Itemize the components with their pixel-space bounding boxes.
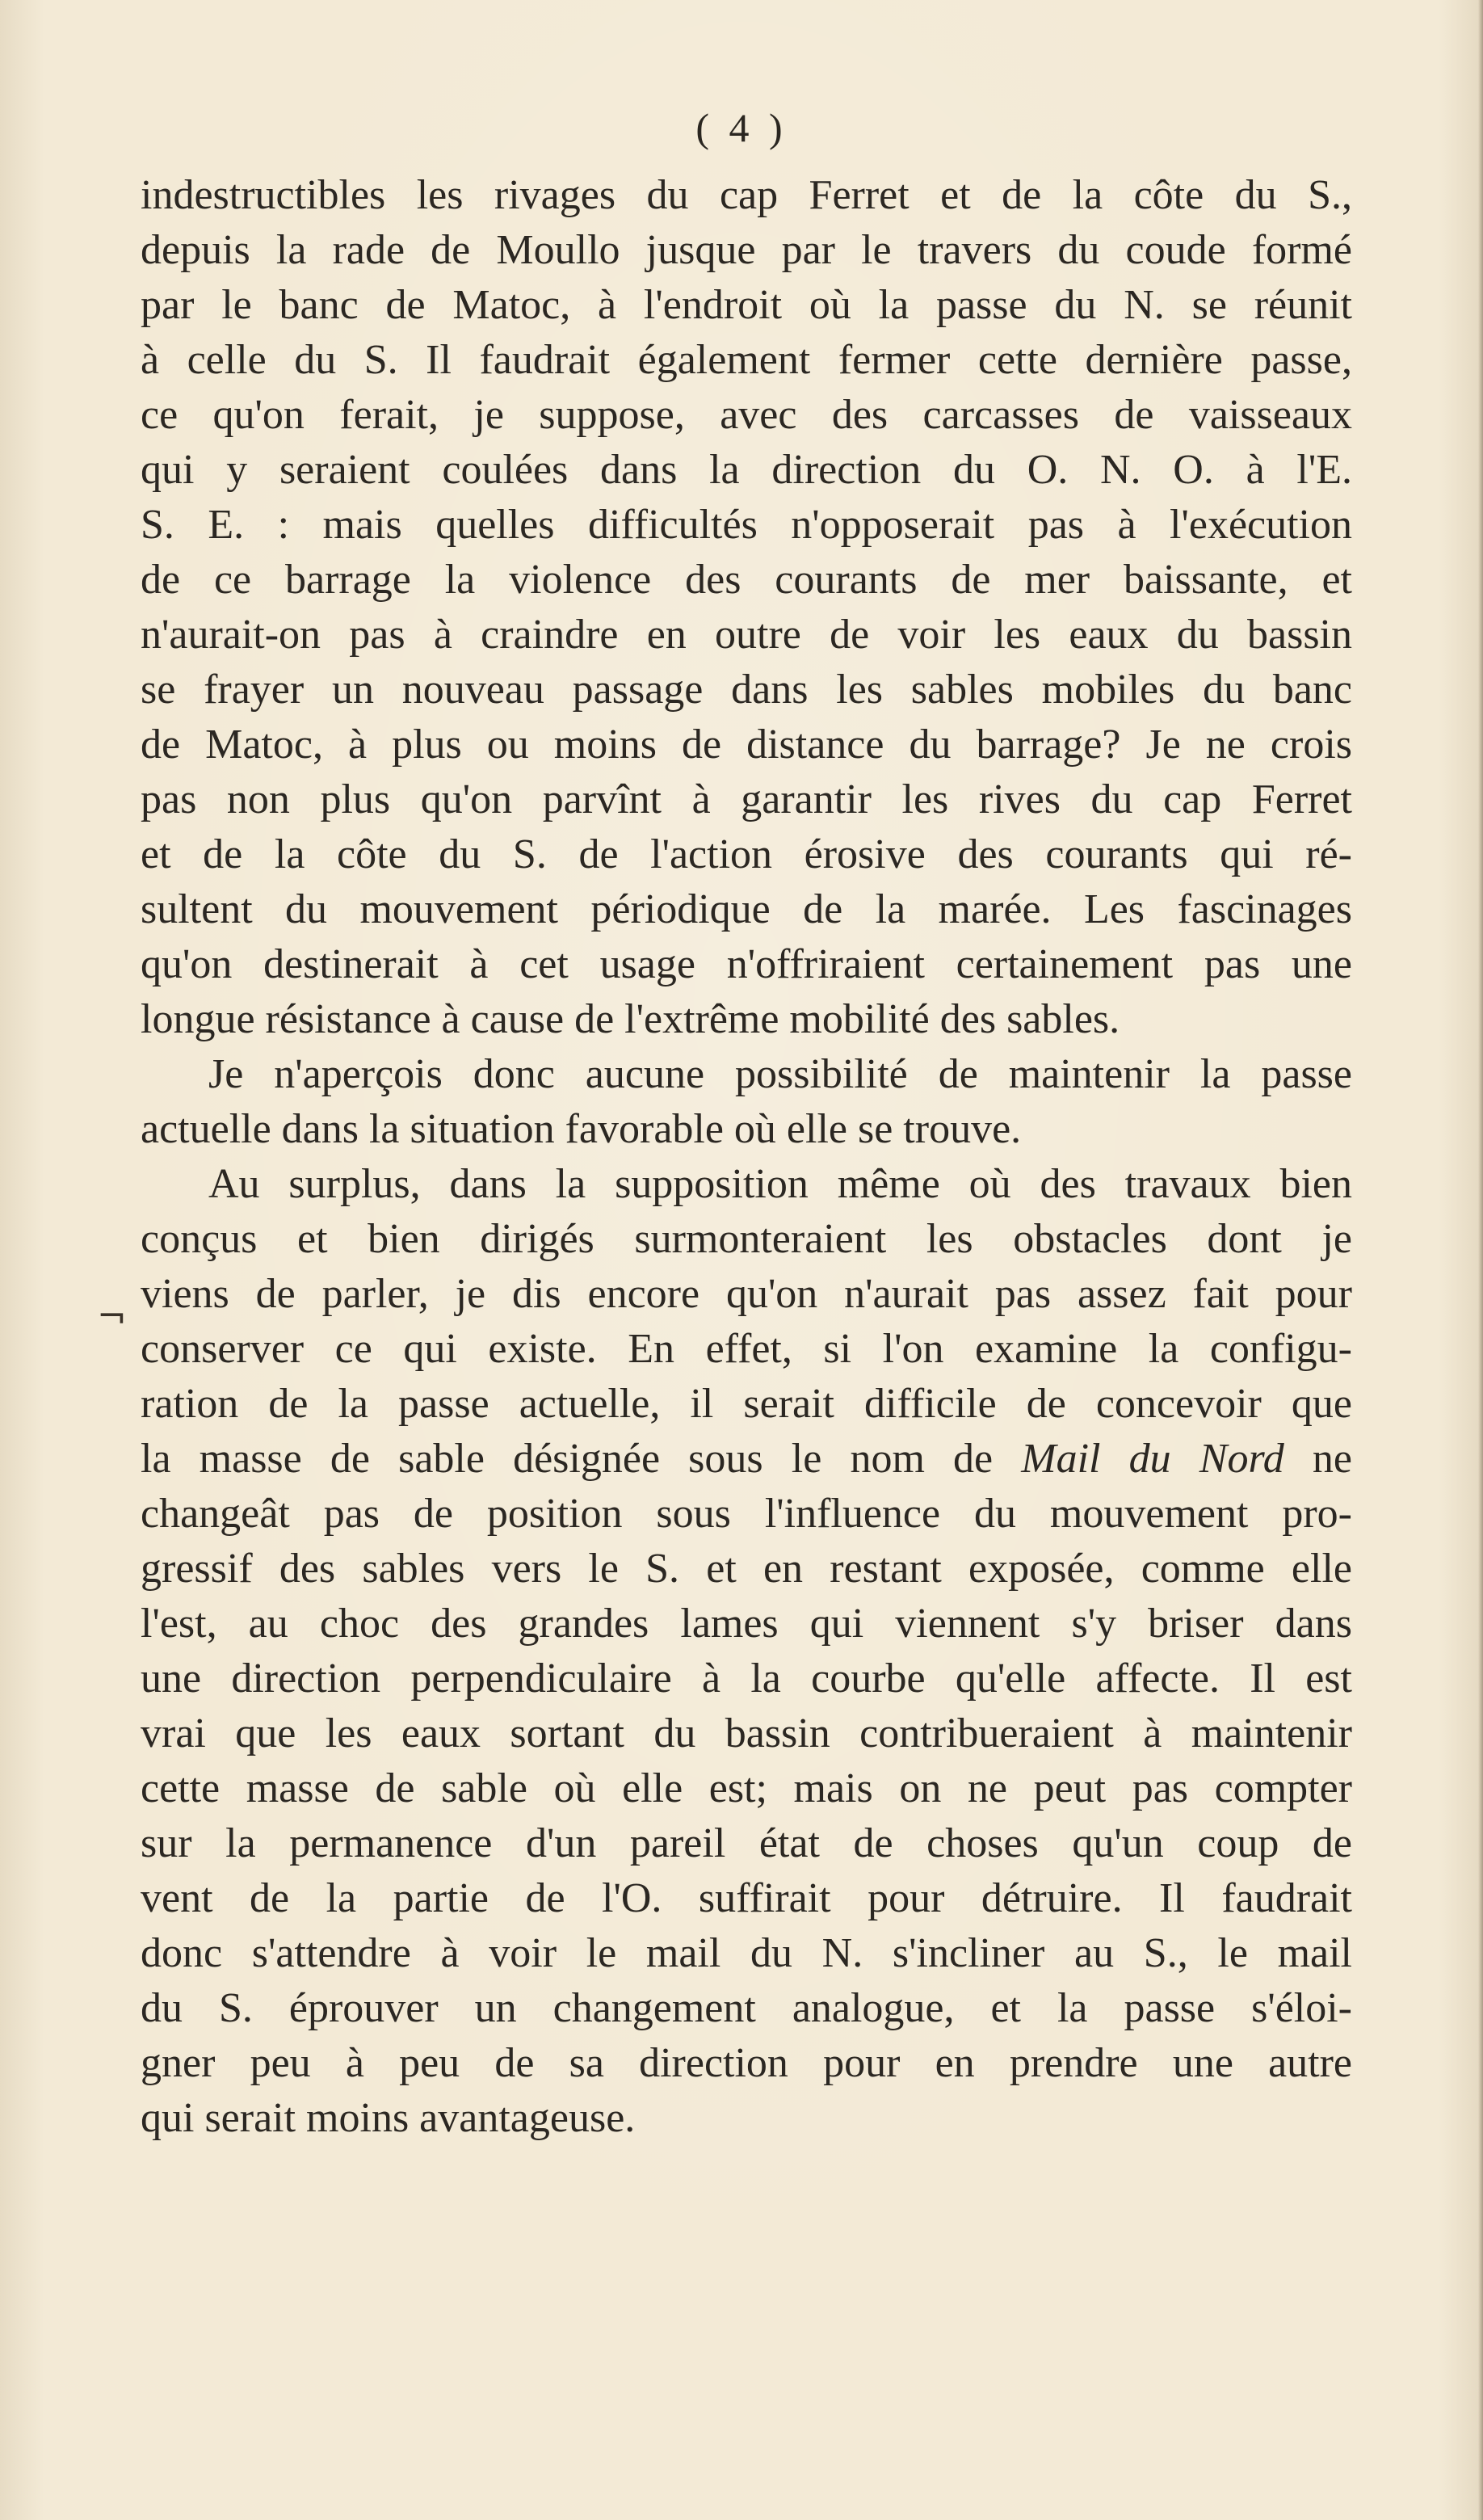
italic-term: Mail du Nord [1021,1436,1284,1482]
text-line: depuis la rade de Moullo jusque par le travers du coude formé [141,227,1352,273]
text-line: de Matoc, à plus ou moins de distance du barrage? Je ne crois [141,722,1352,768]
text-line: une direction perpendiculaire à la courbe qu'elle affecte. Il est [141,1655,1352,1702]
text-line: n'aurait-on pas à craindre en outre de voir les eaux du bassin [141,612,1352,658]
body-text [141,168,1352,2146]
text-line: qu'on destinerait à cet usage n'offriraient certainement pas une [141,941,1352,987]
text-run: la masse de sable désignée sous le nom de [141,1436,1022,1482]
page-number: ( 4 ) [695,105,788,150]
margin-mark: ¬ [97,1296,127,1337]
text-run: ne [1283,1436,1353,1482]
text-line: conserver ce qui existe. En effet, si l'on examine la configu- [141,1326,1352,1372]
text-line: longue résistance à cause de l'extrême mobilité des sables. [141,996,1120,1042]
text-line: par le banc de Matoc, à l'endroit où la passe du N. se réunit [141,282,1352,328]
text-line: sur la permanence d'un pareil état de choses qu'un coup de [141,1820,1352,1866]
text-line: à celle du S. Il faudrait également fermer cette dernière passe, [141,337,1352,383]
page-edge [1478,0,1483,2520]
text-line: sultent du mouvement périodique de la marée. Les fascinages [141,886,1352,932]
text-line: changeât pas de position sous l'influence du mouvement pro- [141,1491,1352,1537]
text-line: pas non plus qu'on parvînt à garantir les rives du cap Ferret [141,776,1352,822]
paragraph-start-line: Je n'aperçois donc aucune possibilité de maintenir la passe [208,1051,1352,1097]
text-line: ce qu'on ferait, je suppose, avec des carcasses de vaisseaux [141,392,1352,438]
text-line: donc s'attendre à voir le mail du N. s'incliner au S., le mail [141,1930,1352,1976]
text-line: S. E. : mais quelles difficultés n'opposerait pas à l'exécution [141,502,1352,548]
text-line: qui y seraient coulées dans la direction du O. N. O. à l'E. [141,447,1352,493]
text-line: gner peu à peu de sa direction pour en prendre une autre [141,2040,1352,2086]
text-line: actuelle dans la situation favorable où elle se trouve. [141,1106,1022,1152]
text-line: l'est, au choc des grandes lames qui viennent s'y briser dans [141,1601,1352,1647]
text-line: viens de parler, je dis encore qu'on n'aurait pas assez fait pour [141,1271,1352,1317]
text-line: du S. éprouver un changement analogue, et la passe s'éloi- [141,1985,1352,2031]
text-line: vent de la partie de l'O. suffirait pour détruire. Il faudrait [141,1875,1352,1921]
text-line-mixed [141,1432,1352,1487]
text-line: cette masse de sable où elle est; mais on ne peut pas compter [141,1765,1352,1811]
text-line: indestructibles les rivages du cap Ferret et de la côte du S., [141,172,1352,218]
paragraph-start-line: Au surplus, dans la supposition même où des travaux bien [208,1161,1352,1207]
text-line: conçus et bien dirigés surmonteraient les obstacles dont je [141,1216,1352,1262]
text-line: se frayer un nouveau passage dans les sables mobiles du banc [141,667,1352,713]
text-line: et de la côte du S. de l'action érosive des courants qui ré- [141,831,1352,877]
text-line: vrai que les eaux sortant du bassin contribueraient à maintenir [141,1710,1352,1756]
text-line: qui serait moins avantageuse. [141,2095,636,2141]
text-line: de ce barrage la violence des courants de mer baissante, et [141,557,1352,603]
text-line: ration de la passe actuelle, il serait difficile de concevoir que [141,1381,1352,1427]
text-line: gressif des sables vers le S. et en restant exposée, comme elle [141,1546,1352,1592]
